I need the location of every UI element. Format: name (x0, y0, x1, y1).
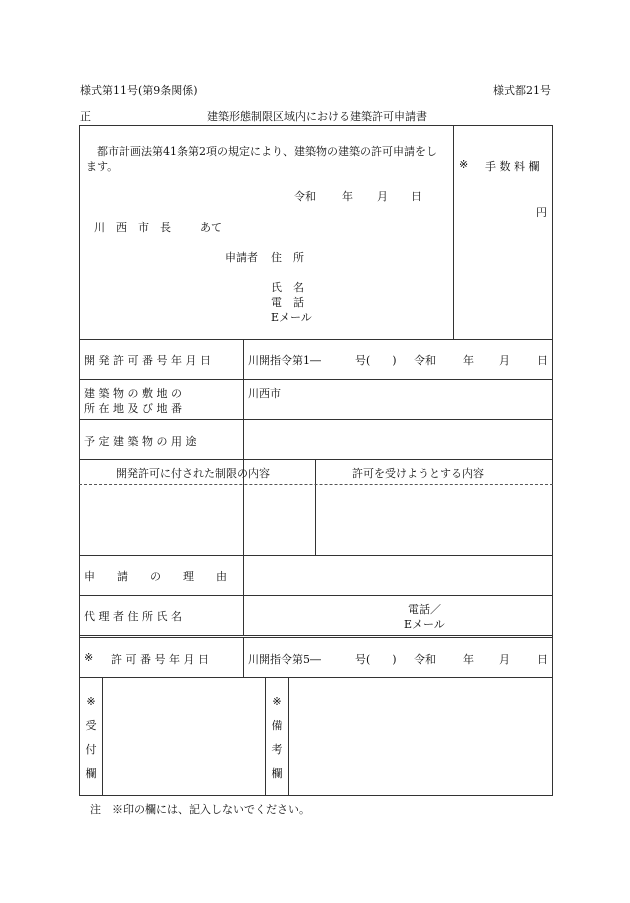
restriction-header: 開発許可に付された制限の内容 (116, 467, 270, 480)
reason-label: 申 請 の 理 由 (84, 570, 227, 583)
permit-no-year: 年 (463, 653, 474, 666)
application-day-label: 日 (411, 190, 422, 203)
remarks-char: 欄 (271, 767, 283, 780)
receipt-char: 付 (85, 743, 97, 756)
agent-label: 代 理 者 住 所 氏 名 (84, 610, 182, 623)
permit-no-month: 月 (499, 653, 510, 666)
fee-label: 手 数 料 欄 (485, 160, 540, 173)
permit-no-mark: ※ (84, 651, 94, 664)
permit-no-go: 号( ) (355, 653, 397, 666)
application-body-line2: ます。 (86, 160, 119, 173)
email-label: Eメール (271, 311, 312, 324)
remarks-column-label (270, 690, 284, 786)
footnote: 注 ※印の欄には、記入しないでください。 (90, 803, 310, 816)
page-title: 建築形態制限区域内における建築許可申請書 (207, 110, 427, 123)
dev-permit-prefix: 川開指令第1― (248, 354, 321, 367)
permit-content-header: 許可を受けようとする内容 (352, 467, 484, 480)
application-year-label: 年 (342, 190, 353, 203)
permit-no-era: 令和 (414, 653, 436, 666)
agent-email-label: Eメール (404, 618, 445, 631)
receipt-char: 欄 (85, 767, 97, 780)
use-label: 予 定 建 築 物 の 用 途 (84, 435, 197, 448)
dev-permit-day: 日 (537, 354, 548, 367)
addressee-suffix: あて (200, 221, 222, 234)
receipt-char: 受 (85, 719, 97, 732)
dev-permit-era: 令和 (414, 354, 436, 367)
fee-mark: ※ (459, 158, 469, 171)
receipt-char: ※ (86, 695, 96, 708)
dev-permit-year: 年 (463, 354, 474, 367)
remarks-char: ※ (272, 695, 282, 708)
fee-divider (453, 125, 454, 339)
permit-no-prefix: 川開指令第5― (248, 653, 321, 666)
application-month-label: 月 (377, 190, 388, 203)
site-label-2: 所 在 地 及 び 地 番 (84, 402, 182, 415)
copy-mark: 正 (80, 110, 91, 123)
site-label-1: 建 築 物 の 敷 地 の (84, 387, 182, 400)
dev-permit-go: 号( ) (355, 354, 397, 367)
dev-permit-month: 月 (499, 354, 510, 367)
agent-phone-label: 電話／ (408, 603, 441, 616)
phone-label: 電 話 (271, 296, 304, 309)
remarks-char: 備 (271, 719, 283, 732)
address-label: 住 所 (271, 251, 304, 264)
site-value: 川西市 (248, 387, 281, 400)
fee-unit: 円 (536, 206, 547, 219)
permit-no-label: 許 可 番 号 年 月 日 (111, 653, 209, 666)
addressee: 川 西 市 長 (94, 221, 171, 234)
form-number-right: 様式都21号 (493, 84, 551, 97)
remarks-char: 考 (271, 743, 283, 756)
dev-permit-label: 開 発 許 可 番 号 年 月 日 (84, 354, 211, 367)
permit-no-day: 日 (537, 653, 548, 666)
application-era: 令和 (294, 190, 316, 203)
applicant-label: 申請者 (225, 251, 258, 264)
name-label: 氏 名 (271, 281, 304, 294)
form-number-left: 様式第11号(第9条関係) (80, 84, 198, 97)
application-body-line1: 都市計画法第41条第2項の規定により、建築物の建築の許可申請をし (97, 145, 437, 158)
receipt-column-label (84, 690, 98, 786)
